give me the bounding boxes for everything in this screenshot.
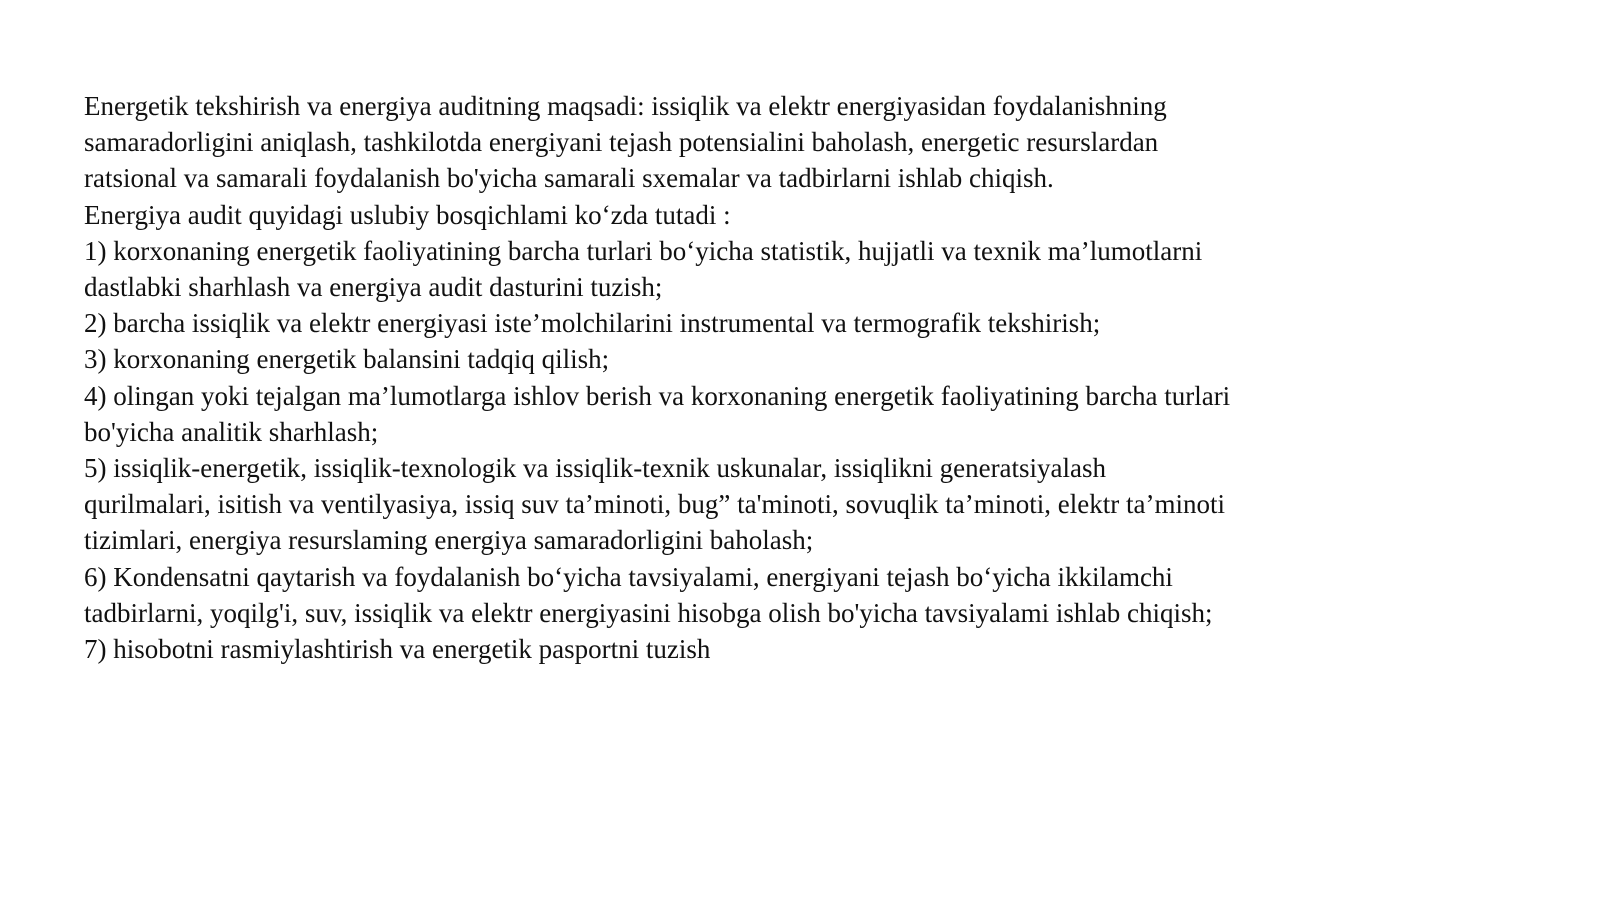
slide-text-body <box>84 88 1504 667</box>
list-item-4-line-2: bo'yicha analitik sharhlash; <box>84 416 379 447</box>
list-item-2: 2) barcha issiqlik va elektr energiyasi iste’molchilarini instrumental va termografik tekshirish; <box>84 308 1101 339</box>
paragraph-line-1: Energetik tekshirish va energiya auditning maqsadi: issiqlik va elektr energiyasidan foydalanishning <box>84 91 1167 121</box>
paragraph-line-2: samaradorligini aniqlash, tashkilotda energiyani tejash potensialini baholash, energetic resurslardan <box>84 127 1159 158</box>
paragraph-line-3: ratsional va samarali foydalanish bo'yicha samarali sxemalar va tadbirlarni ishlab chiqish. <box>84 163 1054 194</box>
list-item-1-line-1: 1) korxonaning energetik faoliyatining barcha turlari bo‘yicha statistik, hujjatli va texnik ma’lumotlarni <box>84 235 1203 266</box>
list-item-5-line-3: tizimlari, energiya resurslaming energiya samaradorligini baholash; <box>84 525 814 556</box>
list-item-1-line-2: dastlabki sharhlash va energiya audit dasturini tuzish; <box>84 272 663 303</box>
list-item-6-line-1: 6) Kondensatni qaytarish va foydalanish bo‘yicha tavsiyalami, energiyani tejash bo‘yicha ikkilamchi <box>84 561 1173 592</box>
list-item-5-line-2: qurilmalari, isitish va ventilyasiya, issiq suv ta’minoti, bug” ta'minoti, sovuqlik ta’minoti, elektr ta’minoti <box>84 489 1225 520</box>
list-item-4-line-1: 4) olingan yoki tejalgan ma’lumotlarga ishlov berish va korxonaning energetik faoliyatining barcha turlari <box>84 380 1231 411</box>
list-item-6-line-2: tadbirlarni, yoqilg'i, suv, issiqlik va elektr energiyasini hisobga olish bo'yicha tavsiyalami ishlab chiqish; <box>84 597 1213 628</box>
list-item-3: 3) korxonaning energetik balansini tadqiq qilish; <box>84 344 610 375</box>
list-item-5-line-1: 5) issiqlik-energetik, issiqlik-texnologik va issiqlik-texnik uskunalar, issiqlikni generatsiyalash <box>84 453 1107 484</box>
intro-line: Energiya audit quyidagi uslubiy bosqichlami ko‘zda tutadi : <box>84 199 731 230</box>
list-item-7: 7) hisobotni rasmiylashtirish va energetik pasportni tuzish <box>84 634 711 665</box>
